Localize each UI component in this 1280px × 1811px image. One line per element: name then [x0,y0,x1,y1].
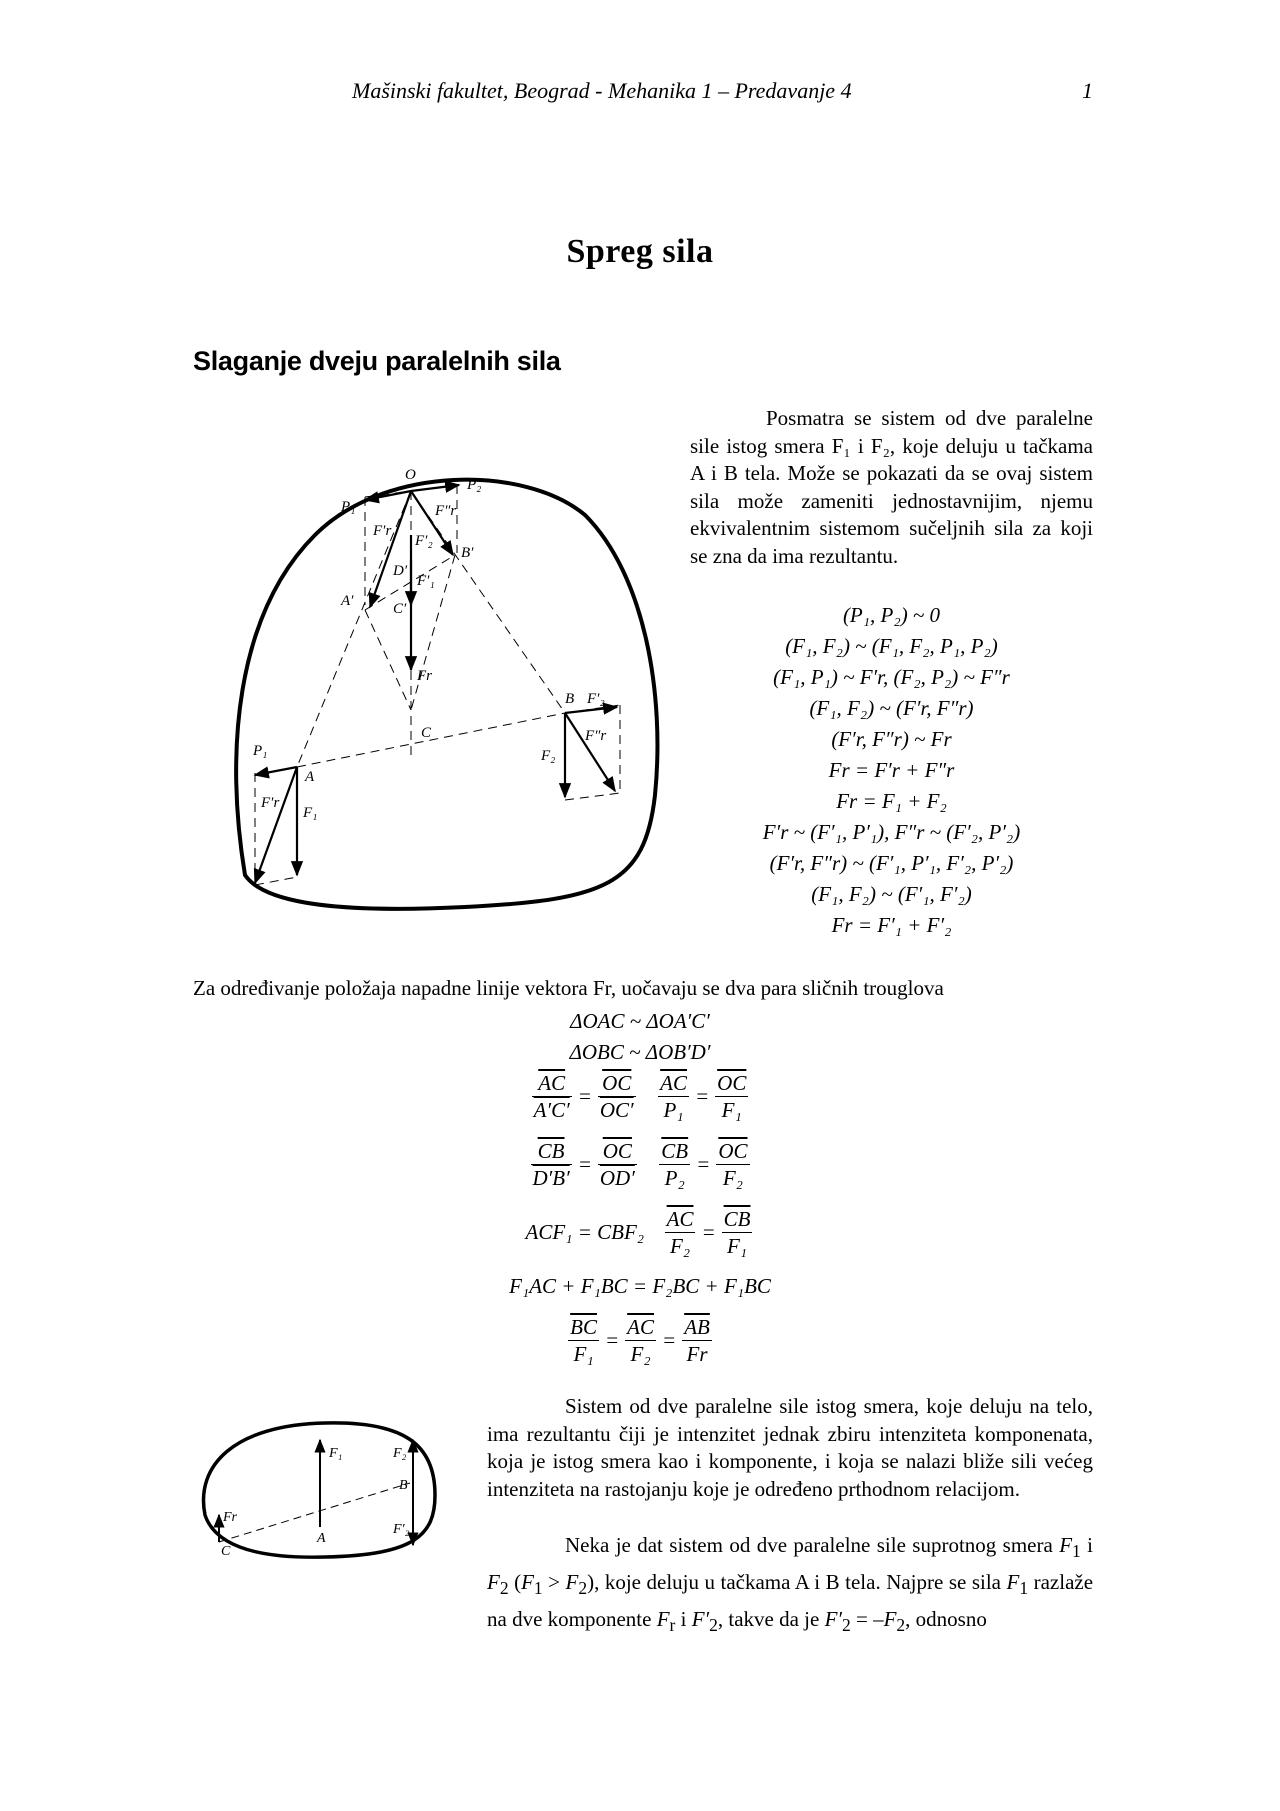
frac-num: $\overline{OC}$ [598,1138,637,1165]
frac-num: $\overline{CB}$ [531,1138,572,1165]
label-F2: F₂ [541,748,556,764]
paragraph-1: Posmatra se sistem od dve paralelne sile istog smera F₁ i F₂, koje deluju u tačkama A i B tela. Može se pokazati da se ovaj sistem sila može zameniti jednostavnijim, njemu ekvivalentnim sistemom sučeljnih sila za koji se zna da ima rezultantu. [690,406,1093,568]
frac-den: P₁ [663,1097,684,1122]
ratio-row-3: ACF₁ = CBF₂ $\frac{\overline{AC}}{\text{F₂}}$ = $\frac{\overline{CB}}{\text{F₁}}$ [525,1206,751,1258]
frac-num: $\overline{AB}$ [684,1314,710,1339]
label-Fr2: F″r [585,728,607,744]
section-heading: Slaganje dveju paralelnih sila [193,346,561,376]
label-D1: D′ [393,563,408,579]
label-Fr: Fr [417,668,432,684]
paragraph-2: Za određivanje položaja napadne linije vektora Fr, uočavaju se dva para sličnih trouglova [193,976,944,1000]
page-title: Spreg sila [566,233,714,270]
frac-den: F₂ [722,1165,743,1190]
equation: (F₁, F₂) ~ (F′₁, F′₂) [811,882,972,906]
figure-opposite-forces [195,1415,445,1565]
page-number: 1 [1082,78,1093,103]
equation: Fr = F′₁ + F′₂ [831,913,952,937]
frac-den: OD′ [599,1165,635,1190]
label-B: B [565,691,575,707]
paragraph-4-part: , odnosno [905,1607,987,1632]
label-P2: P₂ [467,477,482,493]
paragraph-4-part: Neka je dat sistem od dve paralelne sile suprotnog smera [565,1533,1053,1557]
label-B1: B′ [461,545,474,561]
equation: F′r ~ (F′₁, P′₁), F″r ~ (F′₂, P′₂) [762,820,1021,844]
label-C: C [221,1544,231,1559]
header-title: Mašinski fakultet, Beograd - Mehanika 1 – Predavanje 4 [352,78,852,103]
equation: (F′r, F″r) ~ (F′₁, P′₁, F′₂, P′₂) [769,851,1014,875]
frac-num: $\overline{CB}$ [723,1206,751,1231]
frac-num: $\overline{AC}$ [532,1070,572,1097]
label-F1: F₁ [329,1446,343,1461]
frac-den: F₁ [721,1097,742,1122]
equation: F₁AC + F₁BC = F₂BC + F₁BC [509,1274,771,1298]
frac-num: $\overline{BC}$ [570,1314,597,1339]
label-Fr2-top: F″r [435,503,457,519]
ratio-row-5: $\frac{\overline{BC}}{\text{F₁}}$ = $\frac{\overline{AC}}{\text{F₂}}$ = $\frac{\overline{AB}}{Fr}$ [570,1314,710,1366]
page-header [0,78,1280,108]
paragraph-4-part: razlaže na dve komponente [487,1570,1094,1632]
frac-num: $\overline{OC}$ [598,1070,636,1097]
label-Fr1: F′r [373,523,392,539]
label-F2: F₂ [393,1446,407,1461]
frac-den: Fr [686,1341,708,1366]
frac-num: $\overline{AC}$ [666,1206,694,1231]
frac-den: F₁ [726,1233,748,1258]
equation: (F₁, F₂) ~ (F′r, F″r) [809,696,974,720]
equation: (F′r, F″r) ~ Fr [831,727,952,751]
frac-den: D′B′ [532,1165,570,1190]
paragraph-4-part: , koje deluju u tačkama A i B tela. Najpre se sila [594,1570,1001,1595]
label-O: O [405,467,416,483]
frac-num: $\overline{AC}$ [660,1070,687,1095]
label-F1: F₁ [303,805,318,821]
label-C: C [421,725,432,741]
label-B: B [399,1478,408,1493]
frac-den: F₂ [669,1233,691,1258]
label-F2p: F′₂ [393,1522,410,1537]
label-F2p-b: F′₂ [587,691,605,707]
label-P1-b: P₁ [253,743,268,759]
equation: (P₁, P₂) ~ 0 [842,603,941,627]
label-A1: A′ [341,593,354,609]
frac-den: F₂ [630,1341,651,1366]
label-F2p: F′₂ [415,533,433,549]
figure-parallel-forces [225,455,675,925]
label-F1p: F′₁ [417,573,435,589]
label-C1: C′ [393,601,407,617]
label-Fr: Fr [223,1510,237,1525]
paragraph-4: Neka je dat sistem od dve paralelne sile suprotnog smera $F_1$ i $F_2$ $(F_1 > F_2)$, koje deluju u tačkama A i B tela. Najpre se sila $F_1$ razlaže na dve komponente $F_r$ i $F'_2$, takve da je $F'_2 = -F_2$, odnosno [487,1533,1094,1636]
ratio-row-2: $\frac{\overline{CB}}{D'B'}$ = $\frac{\overline{OC}}{OD'}$ $\frac{\overline{CB}}{\text{P₂}}$ = $\frac{\overline{OC}}{\text{F₂}}$ [532,1138,748,1190]
equation: Fr = F₁ + F₂ [836,789,947,813]
ratio-row-1: $\frac{\overline{AC}}{A'C'}$ = $\frac{\overline{OC}}{OC'}$ $\frac{\overline{AC}}{\text{P₁}}$ = $\frac{\overline{OC}}{\text{F₁}}$ [533,1070,747,1122]
label-P1: P₁ [341,499,356,515]
label-Fr1-b: F′r [261,795,280,811]
equation: ACF₁ = CBF₂ [525,1219,645,1244]
paragraph-3: Sistem od dve paralelne sile istog smera, koje deluju na telo, ima rezultantu čiji je intenzitet jednak zbiru intenziteta komponenata, koja je istog smera kao i komponente, i koja se nalazi bliže sili većeg intenziteta na rastojanju koje je određeno prthodnom relacijom. [487,1394,1093,1501]
equation-list [690,600,1093,941]
frac-den: OC′ [599,1097,634,1122]
frac-num: $\overline{OC}$ [717,1070,747,1095]
frac-den: A′C′ [533,1097,570,1122]
frac-den: F₁ [573,1341,594,1366]
paragraph-4-part: , takve da je [717,1607,820,1632]
equation: (F₁, P₁) ~ F′r, (F₂, P₂) ~ F″r [773,665,1010,689]
equation: Fr = F′r + F″r [828,758,955,782]
label-A: A [317,1531,326,1546]
frac-den: P₂ [664,1165,685,1190]
equation: ΔOAC ~ ΔOA′C′ [570,1009,710,1033]
ratio-block [380,1062,900,1374]
equation: (F₁, F₂) ~ (F₁, F₂, P₁, P₂) [785,634,998,658]
frac-num: $\overline{AC}$ [627,1314,655,1339]
equation: ΔOBC ~ ΔOB′D′ [569,1040,711,1064]
frac-num: $\overline{OC}$ [718,1138,748,1163]
triangle-similarity [380,1006,900,1068]
frac-num: $\overline{CB}$ [661,1138,689,1163]
label-A: A [305,769,315,785]
